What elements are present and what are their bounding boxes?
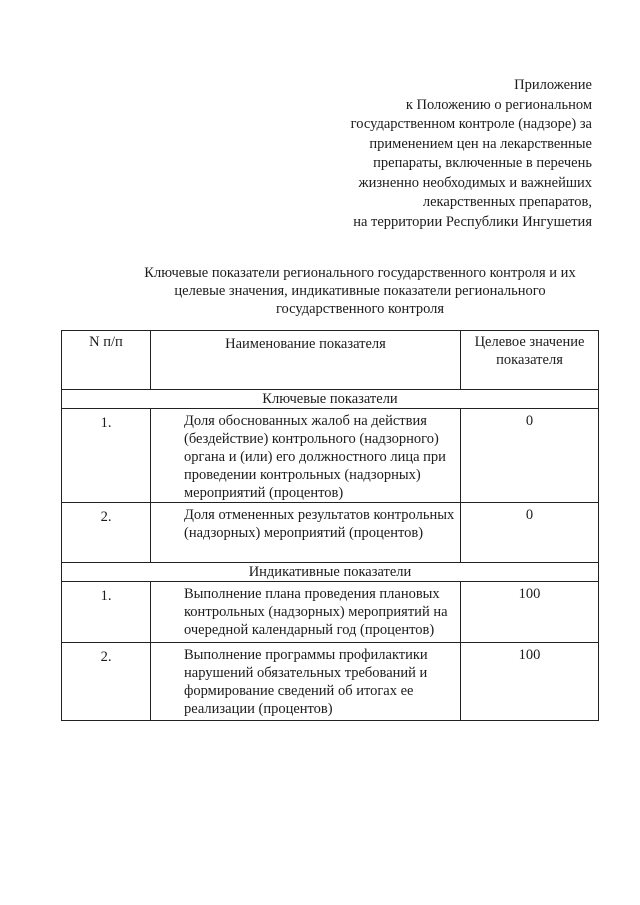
- row-value: 0: [461, 409, 599, 503]
- section-title: Ключевые показатели: [62, 390, 599, 409]
- section-row-indicative: [62, 563, 599, 582]
- section-row-key: [62, 390, 599, 409]
- appendix-line: применением цен на лекарственные: [369, 135, 592, 152]
- header-target: Целевое значение показателя: [461, 331, 599, 390]
- row-value: 100: [461, 582, 599, 643]
- row-number: 1.: [62, 582, 151, 643]
- title-line: Ключевые показатели регионального государственного контроля и их: [144, 265, 576, 281]
- row-number: 2.: [62, 503, 151, 563]
- table-row: [62, 409, 599, 503]
- appendix-line: государственном контроле (надзоре) за: [350, 116, 592, 132]
- row-name: Доля отмененных результатов контрольных (надзорных) мероприятий (процентов): [151, 503, 461, 563]
- row-number: 1.: [62, 409, 151, 503]
- header-number: N п/п: [62, 331, 151, 390]
- title-line: целевые значения, индикативные показатели регионального: [174, 283, 546, 299]
- row-name: Выполнение плана проведения плановых контрольных (надзорных) мероприятий на очередной календарный год (процентов): [151, 582, 461, 643]
- table-row: [62, 503, 599, 563]
- title-line: государственного контроля: [275, 301, 445, 317]
- header-name: Наименование показателя: [151, 331, 461, 390]
- row-name: Доля обоснованных жалоб на действия (бездействие) контрольного (надзорного) органа и (или) его должностного лица при проведении контрольных (надзорных) мероприятий (процентов): [151, 409, 461, 503]
- document-title: [110, 264, 610, 318]
- row-name: Выполнение программы профилактики нарушений обязательных требований и формирование сведений об итогах ее реализации (процентов): [151, 643, 461, 721]
- appendix-line: на территории Республики Ингушетия: [353, 213, 592, 230]
- section-title: Индикативные показатели: [62, 563, 599, 582]
- table-header-row: [62, 331, 599, 390]
- row-number: 2.: [62, 643, 151, 721]
- appendix-line: лекарственных препаратов,: [422, 194, 592, 210]
- row-value: 100: [461, 643, 599, 721]
- table-row: [62, 643, 599, 721]
- row-value: 0: [461, 503, 599, 563]
- indicators-table: [61, 330, 599, 721]
- appendix-line: Приложение: [514, 77, 592, 93]
- appendix-note: [292, 76, 592, 232]
- appendix-line: к Положению о региональном: [405, 96, 592, 113]
- appendix-line: препараты, включенные в перечень: [373, 155, 592, 171]
- appendix-line: жизненно необходимых и важнейших: [358, 174, 592, 191]
- table-row: [62, 582, 599, 643]
